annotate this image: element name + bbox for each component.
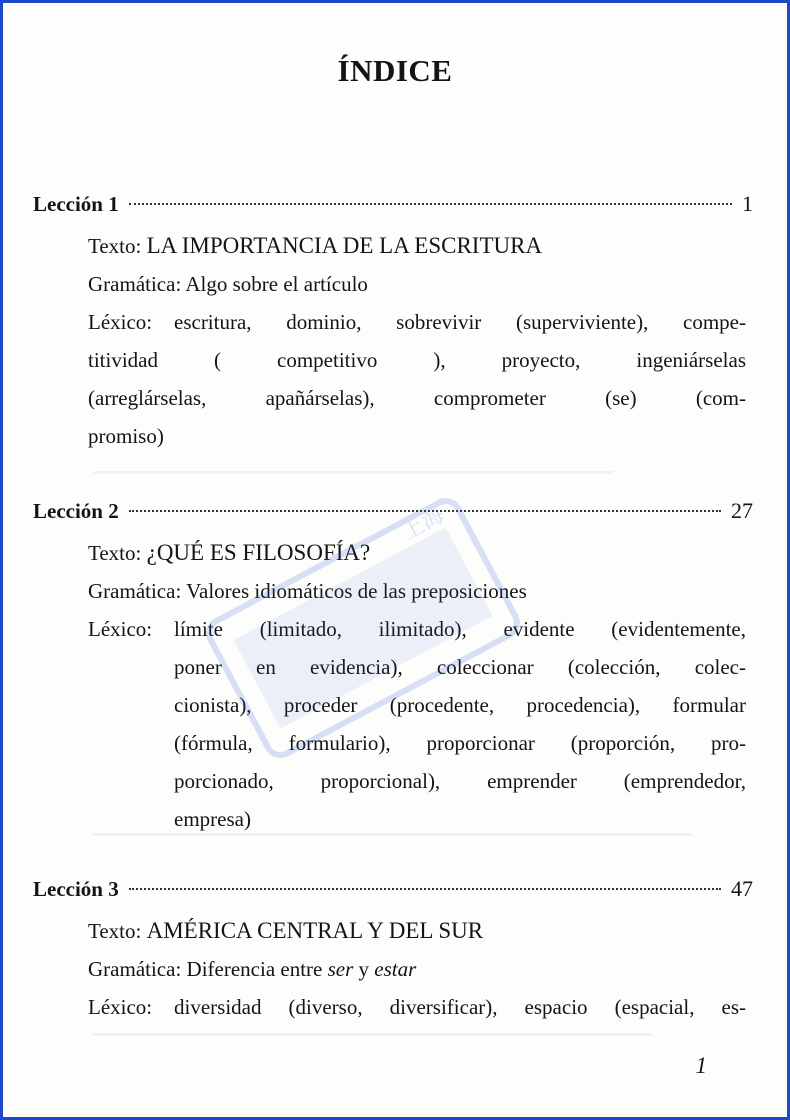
gramatica-value-pre: Diferencia entre xyxy=(186,957,328,981)
watermark-text: 上海 xyxy=(397,502,449,546)
gramatica-line xyxy=(88,265,753,303)
texto-value: LA IMPORTANCIA DE LA ESCRITURA xyxy=(146,233,543,258)
lexico-line: empresa) xyxy=(174,807,251,831)
texto-line xyxy=(88,227,753,265)
bleed-through-mark xyxy=(93,833,693,836)
texto-label: Texto: xyxy=(88,919,142,943)
gramatica-value: Valores idiomáticos de las preposiciones xyxy=(186,579,527,603)
lexico-line: porcionado, proporcional), emprender (emprendedor, xyxy=(174,769,746,793)
lesson-3 xyxy=(33,876,753,1026)
lesson-page-number: 47 xyxy=(731,876,753,901)
lexico-line: titividad ( competitivo ), proyecto, ingeniárselas xyxy=(88,348,746,372)
lexico-lines xyxy=(174,610,746,838)
lesson-2 xyxy=(33,498,753,838)
lexico-lines xyxy=(174,988,746,1026)
page-number: 1 xyxy=(695,1053,707,1078)
lesson-name: Lección 1 xyxy=(33,192,119,216)
lexico-block xyxy=(88,988,753,1026)
gramatica-estar: estar xyxy=(374,957,417,981)
lexico-line: diversidad (diverso, diversificar), espacio (espacial, es- xyxy=(174,995,746,1019)
gramatica-value: Algo sobre el artículo xyxy=(185,272,368,296)
lesson-heading[interactable] xyxy=(33,876,753,912)
texto-line xyxy=(88,534,753,572)
lexico-label: Léxico: xyxy=(88,310,153,334)
lexico-line: poner en evidencia), coleccionar (colección, colec- xyxy=(174,655,746,679)
lexico-label: Léxico: xyxy=(88,617,153,641)
lesson-heading[interactable] xyxy=(33,191,753,227)
lexico-line: promiso) xyxy=(88,424,164,448)
gramatica-label: Gramática: xyxy=(88,579,182,603)
gramatica-line xyxy=(88,950,753,988)
texto-label: Texto: xyxy=(88,234,142,258)
lexico-line: límite (limitado, ilimitado), evidente (evidentemente, xyxy=(174,617,746,641)
gramatica-value-mid: y xyxy=(353,957,375,981)
dot-leader xyxy=(129,888,721,890)
lesson-name: Lección 2 xyxy=(33,499,119,523)
texto-label: Texto: xyxy=(88,541,142,565)
lexico-line: (arreglárselas, apañárselas), comprometer (se) (com- xyxy=(88,386,746,410)
dot-leader xyxy=(129,203,732,205)
lesson-page-number: 27 xyxy=(731,498,753,523)
page-title: ÍNDICE xyxy=(337,53,453,88)
lexico-line: cionista), proceder (procedente, procedencia), formular xyxy=(174,693,746,717)
lexico-block xyxy=(88,610,753,838)
lesson-heading[interactable] xyxy=(33,498,753,534)
lexico-line: escritura, dominio, sobrevivir (superviviente), compe- xyxy=(174,310,746,334)
gramatica-ser: ser xyxy=(327,957,354,981)
texto-value: ¿QUÉ ES FILOSOFÍA? xyxy=(146,540,371,565)
gramatica-label: Gramática: xyxy=(88,272,182,296)
gramatica-line xyxy=(88,572,753,610)
texto-line xyxy=(88,912,753,950)
lesson-1 xyxy=(33,191,753,455)
lexico-block xyxy=(88,303,753,455)
texto-value: AMÉRICA CENTRAL Y DEL SUR xyxy=(146,918,484,943)
lexico-label: Léxico: xyxy=(88,995,153,1019)
dot-leader xyxy=(129,510,721,512)
lesson-page-number: 1 xyxy=(742,191,753,216)
bleed-through-mark xyxy=(93,471,613,474)
gramatica-label: Gramática: xyxy=(88,957,182,981)
lexico-line: (fórmula, formulario), proporcionar (proporción, pro- xyxy=(174,731,746,755)
lesson-name: Lección 3 xyxy=(33,877,119,901)
bleed-through-mark xyxy=(93,1033,653,1036)
